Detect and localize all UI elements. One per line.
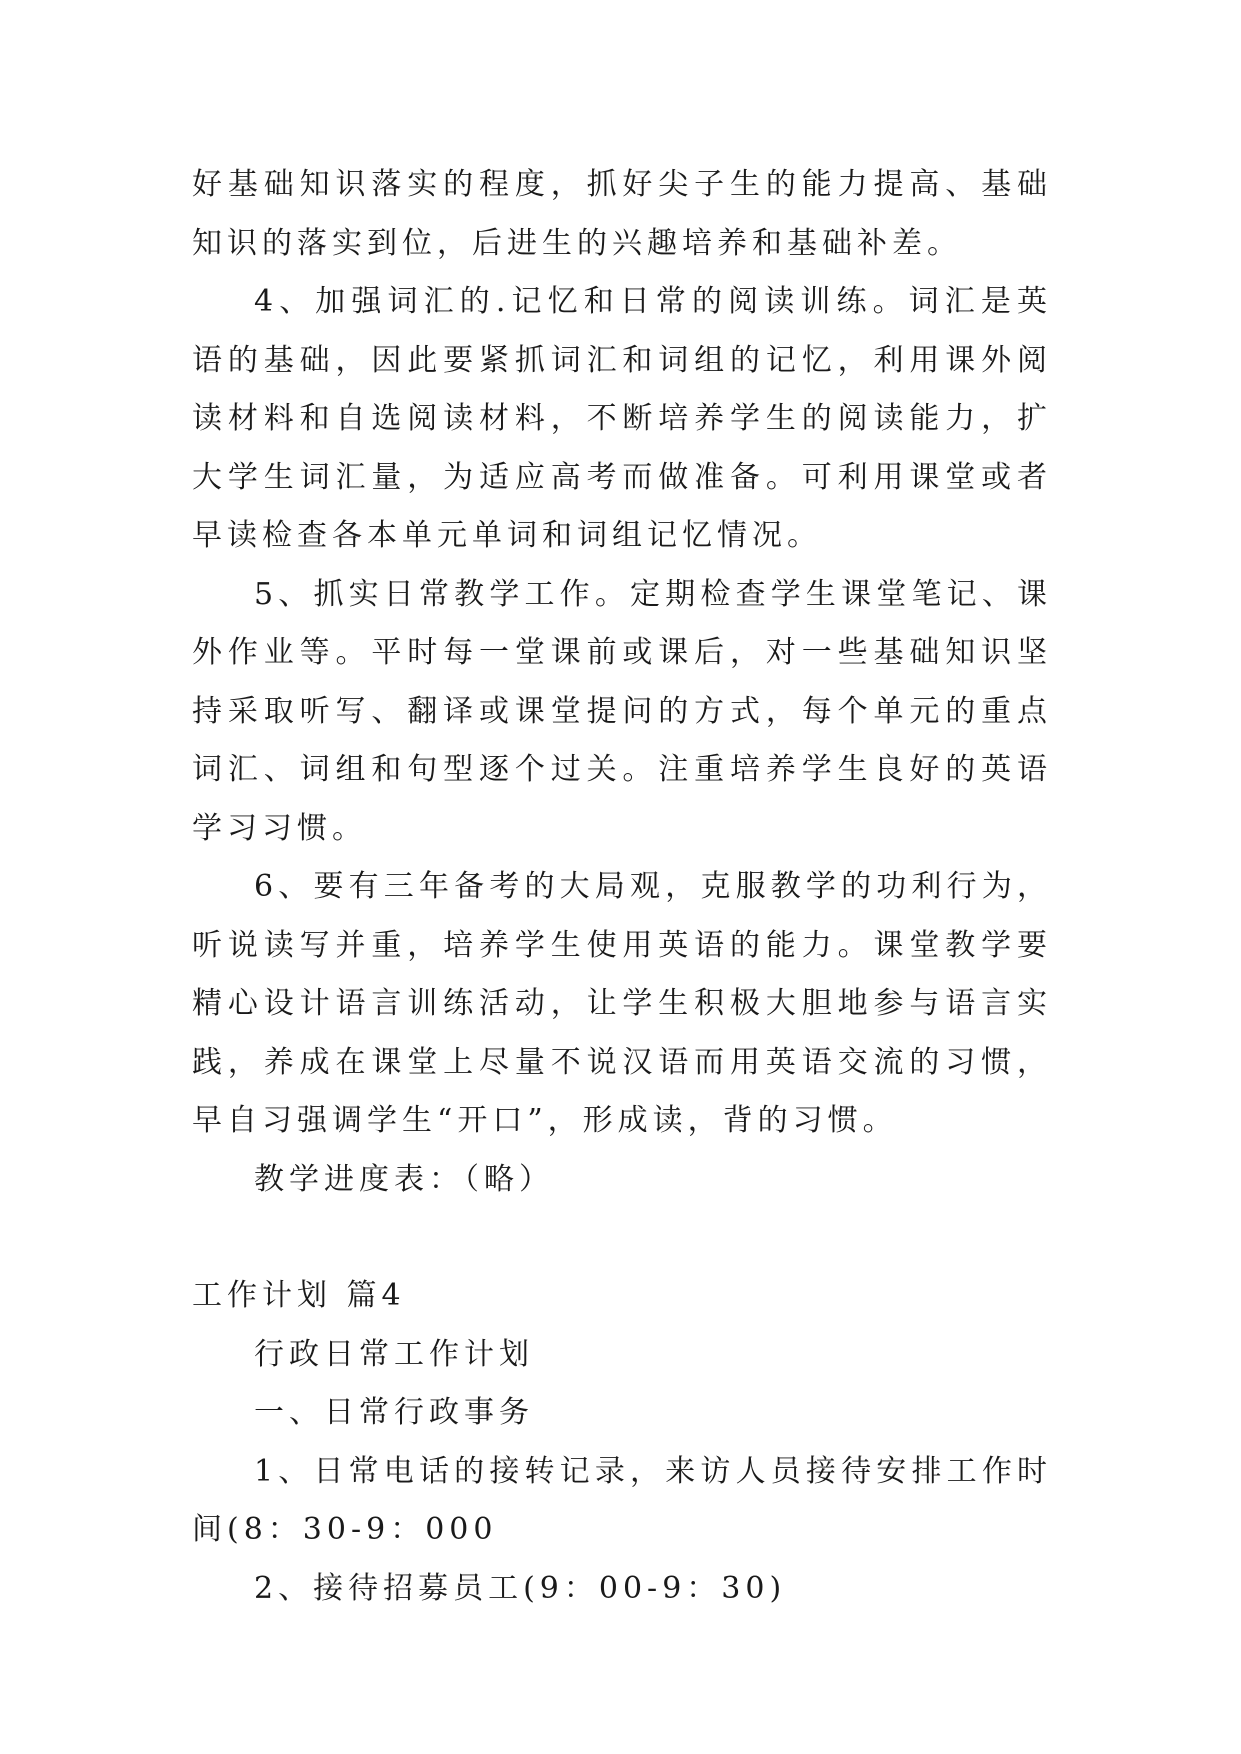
paragraph-item-5: 5、抓实日常教学工作。定期检查学生课堂笔记、课外作业等。平时每一堂课前或课后，对一些基础知识坚持采取听写、翻译或课堂提问的方式，每个单元的重点词汇、词组和句型逐个过关。注重培养学生良好的英语学习习惯。 [192, 576, 1052, 846]
paragraph-continuation: 好基础知识落实的程度，抓好尖子生的能力提高、基础知识的落实到位，后进生的兴趣培养和基础补差。 [192, 167, 1052, 261]
section-spacer [192, 1209, 1052, 1267]
paragraph-schedule-note: 教学进度表：（略） [254, 1161, 554, 1197]
paragraph-item-4: 4、加强词汇的.记忆和日常的阅读训练。词汇是英语的基础，因此要紧抓词汇和词组的记忆，利用课外阅读材料和自选阅读材料，不断培养学生的阅读能力，扩大学生词汇量，为适应高考而做准备。可利用课堂或者早读检查各本单元单词和词组记忆情况。 [192, 284, 1052, 553]
section-item-2: 2、接待招募员工(9：00-9：30) [254, 1570, 787, 1606]
section-title: 行政日常工作计划 [254, 1336, 534, 1372]
section-heading: 工作计划 篇4 [192, 1278, 406, 1313]
section-subheading: 一、日常行政事务 [254, 1395, 534, 1430]
section-item-1: 1、日常电话的接转记录，来访人员接待安排工作时间(8：30-9：000 [192, 1453, 1052, 1547]
document-body [192, 156, 1052, 1618]
paragraph-item-6: 6、要有三年备考的大局观，克服教学的功利行为，听说读写并重，培养学生使用英语的能力。课堂教学要精心设计语言训练活动，让学生积极大胆地参与语言实践，养成在课堂上尽量不说汉语而用英语交流的习惯，早自习强调学生“开口”，形成读，背的习惯。 [192, 869, 1052, 1138]
